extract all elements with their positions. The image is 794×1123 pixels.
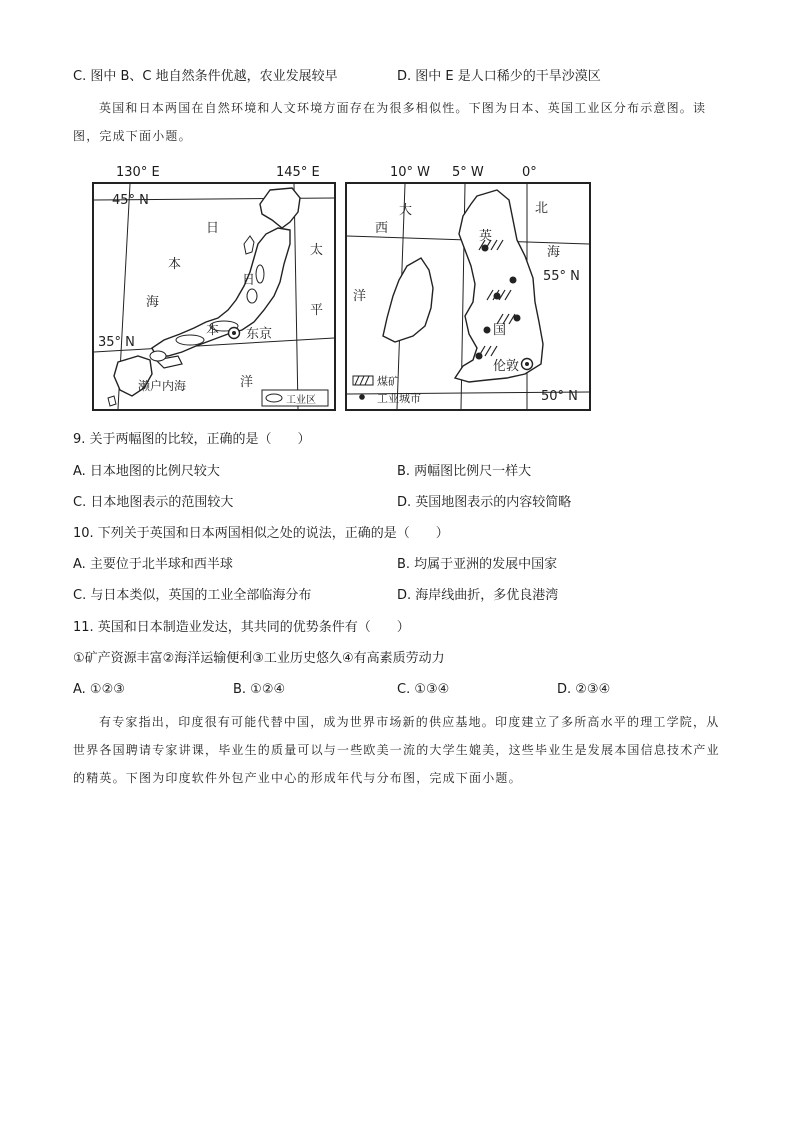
japan-lat-south-label: 35° N <box>98 335 135 350</box>
uk-lat-50-label: 50° N <box>541 389 578 404</box>
intro-text-1: 英国和日本两国在自然环境和人文环境方面存在为很多相似性。下图为日本、英国工业区分布示意图。读图，完成下面小题。 <box>73 101 707 143</box>
northsea-char-2: 海 <box>547 245 561 260</box>
japan-lat-north-label: 45° N <box>112 193 149 208</box>
q10-stem: 10. 下列关于英国和日本两国相似之处的说法，正确的是（ ） <box>73 526 449 541</box>
pacific-char-1: 太 <box>310 243 324 258</box>
japan-sea-char-3: 海 <box>146 295 160 310</box>
intro-text-2: 有专家指出，印度很有可能代替中国，成为世界市场新的供应基地。印度建立了多所高水平的理工学院，从世界各国聘请专家讲课，毕业生的质量可以与一些欧美一流的大学生媲美，这些毕业生是发展本国信息技术产业的精英。下图为印度软件外包产业中心的形成年代与分布图，完成下面小题。 <box>73 715 720 785</box>
uk-lon-2-label: 5° W <box>452 165 484 180</box>
q11-option-b: B. ①②④ <box>233 682 286 697</box>
q11-stem: 11. 英国和日本制造业发达，其共同的优势条件有（ ） <box>73 620 410 635</box>
intro-paragraph-1 <box>73 94 723 150</box>
q9-stem: 9. 关于两幅图的比较，正确的是（ ） <box>73 432 311 447</box>
uk-legend-city: 工业城市 <box>377 392 421 405</box>
japan-lon-east-label: 145° E <box>276 165 320 180</box>
q11-option-a: A. ①②③ <box>73 682 125 697</box>
q10-option-a: A. 主要位于北半球和西半球 <box>73 557 233 572</box>
uk-map-svg <box>347 184 589 409</box>
pacific-char-2: 平 <box>310 303 324 318</box>
japan-country-char-1: 日 <box>242 273 256 288</box>
london-label: 伦敦 <box>493 359 520 374</box>
japan-map <box>92 182 336 411</box>
q9-option-a: A. 日本地图的比例尺较大 <box>73 464 220 479</box>
inland-sea-label: 濑户内海 <box>138 379 187 393</box>
q11-items: ①矿产资源丰富②海洋运输便利③工业历史悠久④有高素质劳动力 <box>73 651 445 666</box>
q11-option-d: D. ②③④ <box>557 682 611 697</box>
uk-country-char-2: 国 <box>493 323 507 338</box>
atlantic-char-3: 洋 <box>353 289 367 304</box>
uk-lat-55-label: 55° N <box>543 269 580 284</box>
q10-option-b: B. 均属于亚洲的发展中国家 <box>397 557 558 572</box>
atlantic-char-1: 大 <box>399 203 413 218</box>
japan-country-char-2: 本 <box>206 323 220 338</box>
q9-option-c: C. 日本地图表示的范围较大 <box>73 495 234 510</box>
uk-lon-1-label: 10° W <box>390 165 431 180</box>
q10-option-d: D. 海岸线曲折，多优良港湾 <box>397 588 559 603</box>
uk-map <box>345 182 591 411</box>
japan-lon-west-label: 130° E <box>116 165 160 180</box>
uk-lon-3-label: 0° <box>522 165 537 180</box>
q11-option-c: C. ①③④ <box>397 682 450 697</box>
japan-sea-char-1: 日 <box>206 221 220 236</box>
q8-option-d: D. 图中 E 是人口稀少的干旱沙漠区 <box>397 69 601 84</box>
pacific-char-3: 洋 <box>240 375 254 390</box>
q10-option-c: C. 与日本类似，英国的工业全部临海分布 <box>73 588 312 603</box>
uk-legend-coal: 煤矿 <box>377 375 399 388</box>
northsea-char-1: 北 <box>535 201 549 216</box>
q9-option-d: D. 英国地图表示的内容较简略 <box>397 495 572 510</box>
tokyo-label: 东京 <box>246 327 273 342</box>
q8-option-c: C. 图中 B、C 地自然条件优越，农业发展较早 <box>73 69 338 84</box>
atlantic-char-2: 西 <box>375 221 389 236</box>
q9-option-b: B. 两幅图比例尺一样大 <box>397 464 532 479</box>
intro-paragraph-2 <box>73 708 723 792</box>
japan-legend-label: 工业区 <box>286 395 316 406</box>
uk-country-char-1: 英 <box>479 229 493 244</box>
japan-map-svg <box>94 184 334 409</box>
japan-sea-char-2: 本 <box>168 257 182 272</box>
